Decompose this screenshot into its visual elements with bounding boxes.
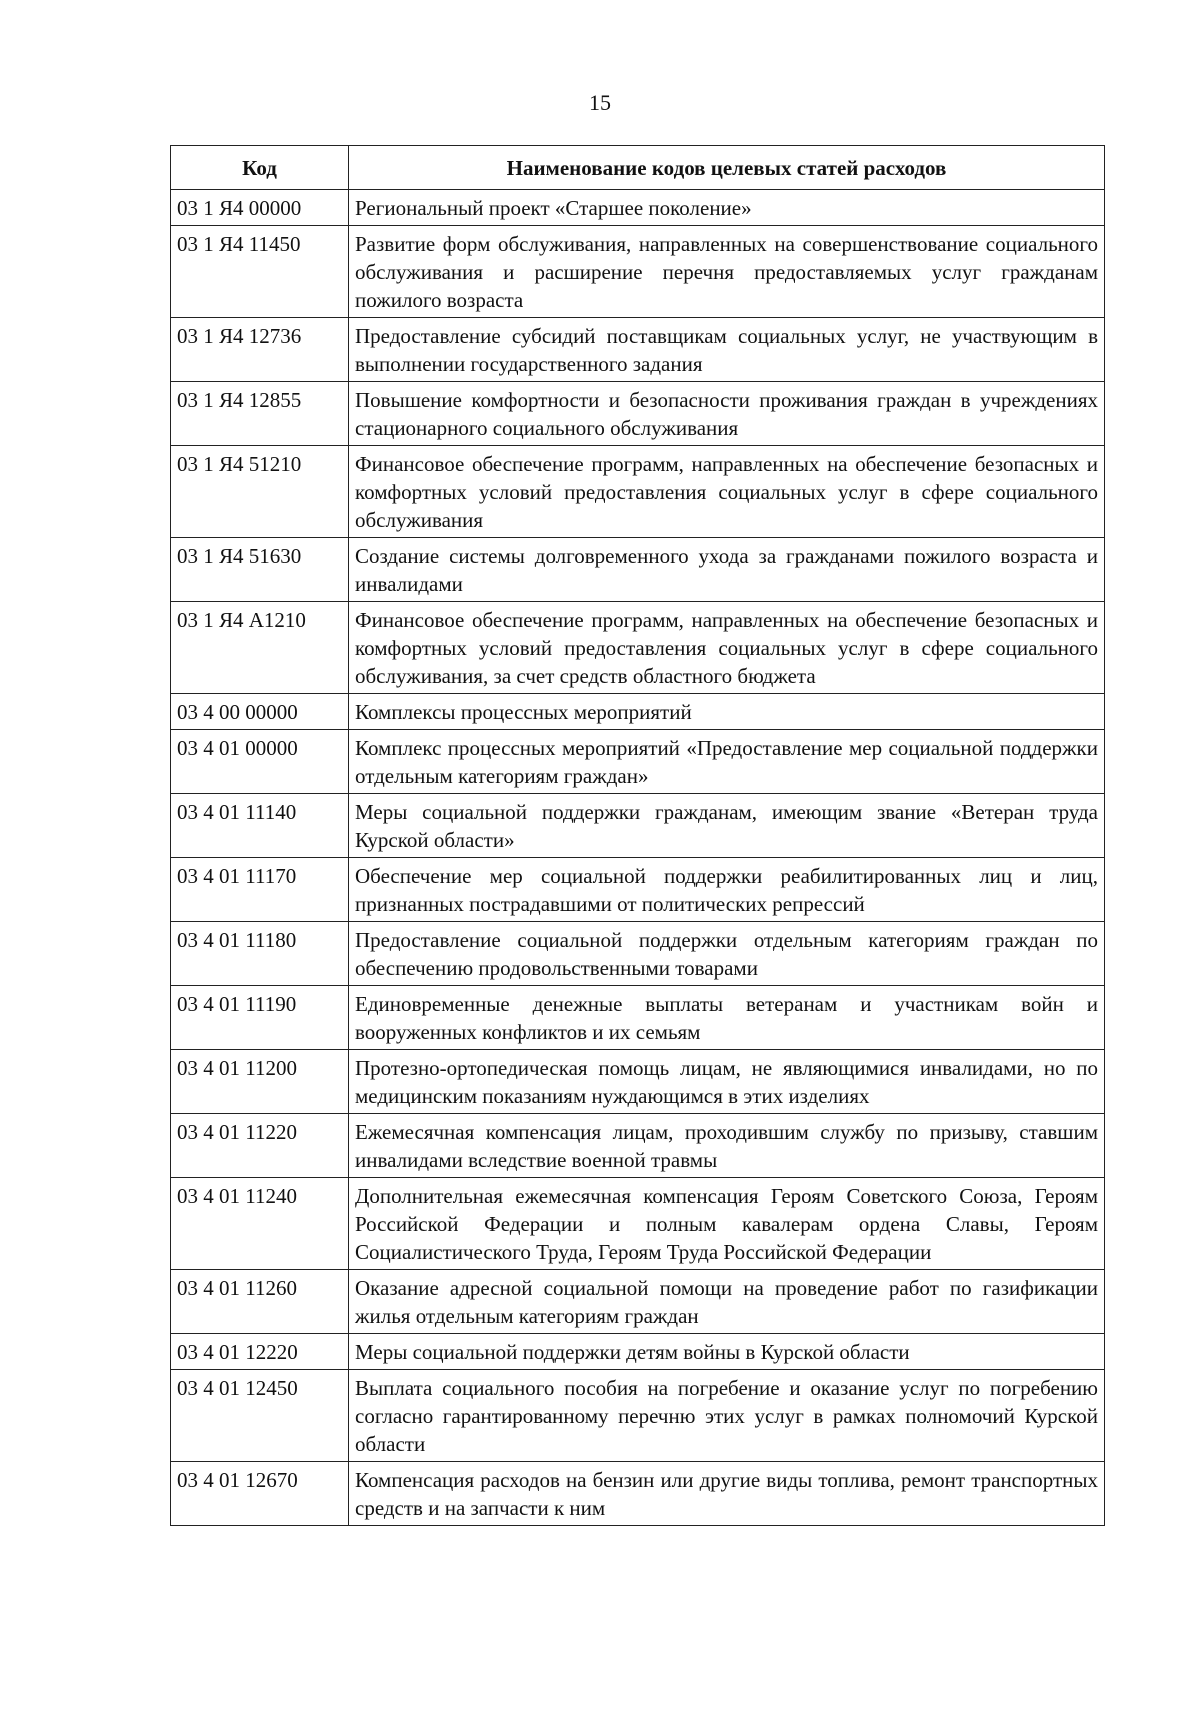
- table-row: [171, 1370, 1105, 1462]
- row-name: Меры социальной поддержки детям войны в Курской области: [349, 1334, 1105, 1370]
- row-name: Создание системы долговременного ухода за гражданами пожилого возраста и инвалидами: [349, 538, 1105, 602]
- table-row: [171, 858, 1105, 922]
- row-code: 03 1 Я4 А1210: [171, 602, 349, 694]
- row-code: 03 4 01 11140: [171, 794, 349, 858]
- table-row: [171, 538, 1105, 602]
- table-row: [171, 794, 1105, 858]
- row-name: Повышение комфортности и безопасности проживания граждан в учреждениях стационарного социального обслуживания: [349, 382, 1105, 446]
- table-body: [171, 190, 1105, 1526]
- row-name: Протезно-ортопедическая помощь лицам, не являющимися инвалидами, но по медицинским показаниям нуждающимся в этих изделиях: [349, 1050, 1105, 1114]
- table-row: [171, 986, 1105, 1050]
- table-row: [171, 922, 1105, 986]
- row-code: 03 1 Я4 51210: [171, 446, 349, 538]
- table-row: [171, 730, 1105, 794]
- table-row: [171, 226, 1105, 318]
- table-row: [171, 1334, 1105, 1370]
- row-name: Оказание адресной социальной помощи на проведение работ по газификации жилья отдельным категориям граждан: [349, 1270, 1105, 1334]
- row-name: Предоставление субсидий поставщикам социальных услуг, не участвующим в выполнении государственного задания: [349, 318, 1105, 382]
- table-header: [171, 146, 1105, 190]
- row-code: 03 4 01 11260: [171, 1270, 349, 1334]
- header-row: [171, 146, 1105, 190]
- table-row: [171, 190, 1105, 226]
- row-code: 03 4 01 11240: [171, 1178, 349, 1270]
- row-name: Региональный проект «Старшее поколение»: [349, 190, 1105, 226]
- table-row: [171, 602, 1105, 694]
- table-row: [171, 1178, 1105, 1270]
- row-code: 03 4 01 11180: [171, 922, 349, 986]
- row-code: 03 4 01 00000: [171, 730, 349, 794]
- table-row: [171, 382, 1105, 446]
- row-code: 03 1 Я4 12855: [171, 382, 349, 446]
- header-code: Код: [171, 146, 349, 190]
- header-name: Наименование кодов целевых статей расходов: [349, 146, 1105, 190]
- row-code: 03 4 00 00000: [171, 694, 349, 730]
- row-name: Финансовое обеспечение программ, направленных на обеспечение безопасных и комфортных условий предоставления социальных услуг в сфере социального обслуживания, за счет средств областного бюджета: [349, 602, 1105, 694]
- row-name: Компенсация расходов на бензин или другие виды топлива, ремонт транспортных средств и на запчасти к ним: [349, 1462, 1105, 1526]
- row-code: 03 1 Я4 11450: [171, 226, 349, 318]
- table-row: [171, 1050, 1105, 1114]
- row-code: 03 4 01 12220: [171, 1334, 349, 1370]
- table-row: [171, 318, 1105, 382]
- row-code: 03 4 01 12670: [171, 1462, 349, 1526]
- row-name: Обеспечение мер социальной поддержки реабилитированных лиц и лиц, признанных пострадавшими от политических репрессий: [349, 858, 1105, 922]
- row-name: Финансовое обеспечение программ, направленных на обеспечение безопасных и комфортных условий предоставления социальных услуг в сфере социального обслуживания: [349, 446, 1105, 538]
- row-name: Предоставление социальной поддержки отдельным категориям граждан по обеспечению продовольственными товарами: [349, 922, 1105, 986]
- table-row: [171, 1270, 1105, 1334]
- row-code: 03 1 Я4 12736: [171, 318, 349, 382]
- row-code: 03 4 01 11220: [171, 1114, 349, 1178]
- row-name: Ежемесячная компенсация лицам, проходившим службу по призыву, ставшим инвалидами вследствие военной травмы: [349, 1114, 1105, 1178]
- row-name: Развитие форм обслуживания, направленных на совершенствование социального обслуживания и расширение перечня предоставляемых услуг гражданам пожилого возраста: [349, 226, 1105, 318]
- row-name: Меры социальной поддержки гражданам, имеющим звание «Ветеран труда Курской области»: [349, 794, 1105, 858]
- row-code: 03 4 01 11170: [171, 858, 349, 922]
- row-code: 03 4 01 11190: [171, 986, 349, 1050]
- table-row: [171, 1462, 1105, 1526]
- table-row: [171, 1114, 1105, 1178]
- row-code: 03 1 Я4 51630: [171, 538, 349, 602]
- row-name: Дополнительная ежемесячная компенсация Героям Советского Союза, Героям Российской Федерации и полным кавалерам ордена Славы, Героям Социалистического Труда, Героям Труда Российской Федерации: [349, 1178, 1105, 1270]
- table-row: [171, 694, 1105, 730]
- page-number: 15: [589, 90, 611, 115]
- row-name: Единовременные денежные выплаты ветеранам и участникам войн и вооруженных конфликтов и их семьям: [349, 986, 1105, 1050]
- row-name: Комплексы процессных мероприятий: [349, 694, 1105, 730]
- row-code: 03 4 01 11200: [171, 1050, 349, 1114]
- table-row: [171, 446, 1105, 538]
- row-code: 03 4 01 12450: [171, 1370, 349, 1462]
- target-expense-codes-table: [170, 145, 1105, 1526]
- row-name: Комплекс процессных мероприятий «Предоставление мер социальной поддержки отдельным категориям граждан»: [349, 730, 1105, 794]
- row-name: Выплата социального пособия на погребение и оказание услуг по погребению согласно гарантированному перечню этих услуг в рамках полномочий Курской области: [349, 1370, 1105, 1462]
- row-code: 03 1 Я4 00000: [171, 190, 349, 226]
